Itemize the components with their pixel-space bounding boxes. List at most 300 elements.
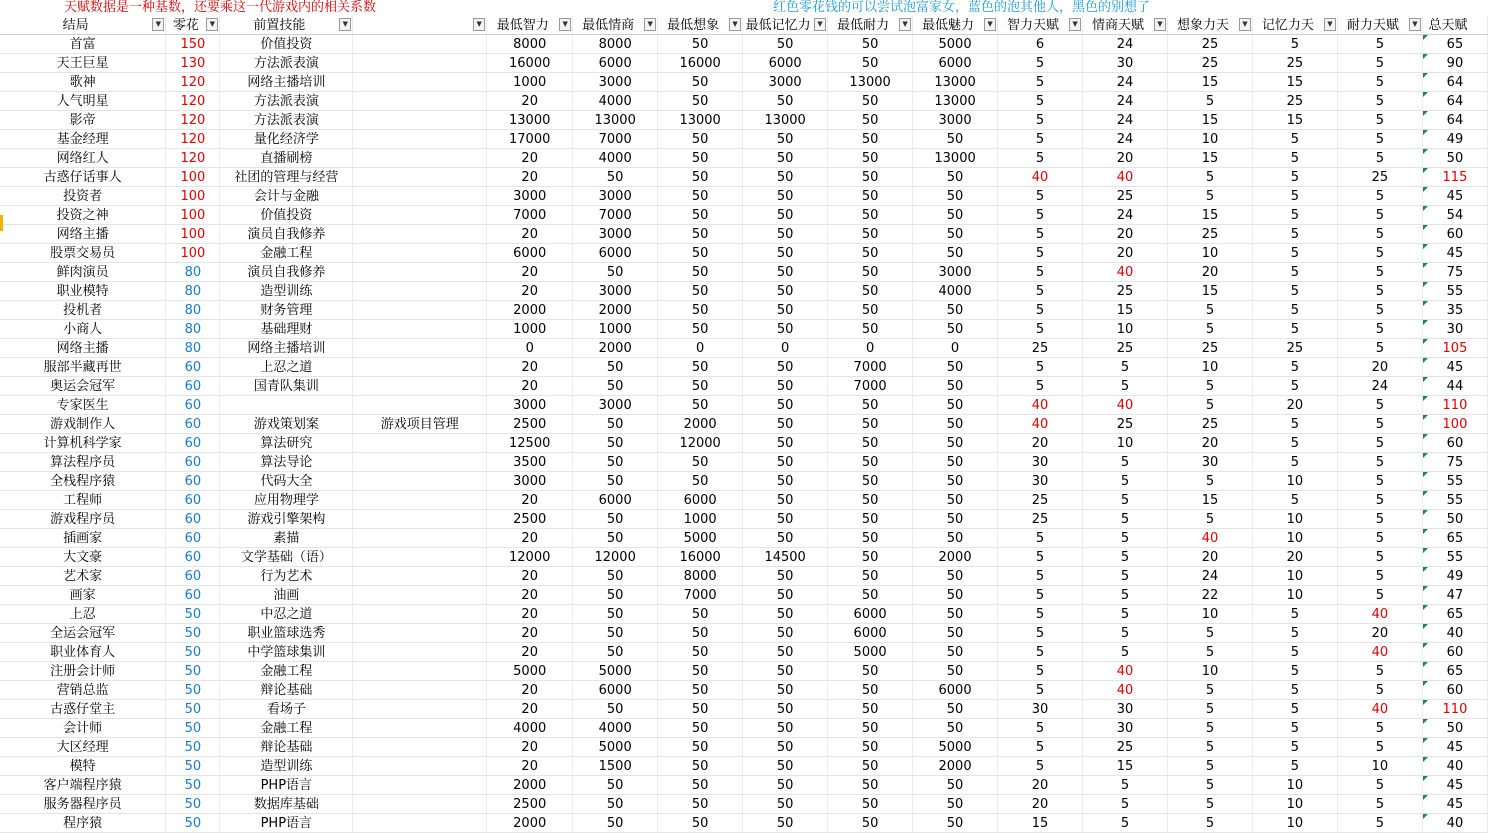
cell-value[interactable]: 5 — [1252, 757, 1337, 776]
cell-pocket-money[interactable]: 100 — [166, 206, 220, 225]
cell-prereq-skill-2[interactable] — [353, 206, 487, 225]
cell-value[interactable]: 50 — [573, 510, 658, 529]
cell-value[interactable]: 5 — [1167, 377, 1252, 396]
cell-prereq-skill-2[interactable] — [353, 548, 487, 567]
cell-value[interactable]: 24 — [1337, 377, 1422, 396]
cell-ending[interactable]: 古惑仔堂主 — [0, 700, 166, 719]
cell-value[interactable]: 25 — [1252, 92, 1337, 111]
cell-value[interactable]: 5 — [1252, 415, 1337, 434]
filter-dropdown-icon[interactable]: ▼ — [152, 18, 164, 31]
cell-value[interactable]: 5 — [998, 624, 1083, 643]
cell-value[interactable]: 20 — [1252, 548, 1337, 567]
cell-value[interactable]: 5 — [1337, 681, 1422, 700]
cell-value[interactable]: 5 — [1083, 548, 1168, 567]
cell-value[interactable]: 25 — [1252, 54, 1337, 73]
cell-value[interactable]: 64 — [1422, 111, 1487, 130]
cell-value[interactable]: 5 — [998, 586, 1083, 605]
filter-dropdown-icon[interactable]: ▼ — [899, 18, 911, 31]
cell-value[interactable]: 50 — [913, 396, 998, 415]
cell-value[interactable]: 50 — [1422, 719, 1487, 738]
cell-prereq-skill[interactable]: 财务管理 — [220, 301, 353, 320]
cell-value[interactable]: 50 — [573, 472, 658, 491]
cell-pocket-money[interactable]: 120 — [166, 73, 220, 92]
cell-prereq-skill-2[interactable] — [353, 187, 487, 206]
cell-value[interactable]: 50 — [828, 548, 913, 567]
cell-prereq-skill-2[interactable] — [353, 605, 487, 624]
filter-dropdown-icon[interactable]: ▼ — [1069, 18, 1081, 31]
cell-value[interactable]: 5 — [1083, 510, 1168, 529]
cell-value[interactable]: 3500 — [487, 453, 573, 472]
cell-value[interactable]: 7000 — [573, 206, 658, 225]
cell-value[interactable]: 6000 — [913, 54, 998, 73]
cell-value[interactable]: 50 — [658, 453, 743, 472]
cell-value[interactable]: 20 — [998, 776, 1083, 795]
cell-value[interactable]: 20 — [487, 358, 573, 377]
column-header-5[interactable] — [573, 16, 658, 35]
cell-value[interactable]: 47 — [1422, 586, 1487, 605]
cell-value[interactable]: 5 — [1252, 605, 1337, 624]
cell-value[interactable]: 50 — [743, 719, 828, 738]
cell-value[interactable]: 40 — [1337, 605, 1422, 624]
cell-value[interactable]: 35 — [1422, 301, 1487, 320]
cell-value[interactable]: 5 — [1167, 472, 1252, 491]
cell-value[interactable]: 50 — [828, 35, 913, 54]
cell-ending[interactable]: 游戏程序员 — [0, 510, 166, 529]
cell-value[interactable]: 50 — [573, 453, 658, 472]
cell-value[interactable]: 15 — [1167, 149, 1252, 168]
cell-value[interactable]: 50 — [913, 719, 998, 738]
cell-value[interactable]: 5 — [1252, 301, 1337, 320]
cell-value[interactable]: 50 — [743, 624, 828, 643]
cell-value[interactable]: 20 — [487, 529, 573, 548]
cell-prereq-skill[interactable]: 国青队集训 — [220, 377, 353, 396]
cell-prereq-skill-2[interactable] — [353, 453, 487, 472]
cell-value[interactable]: 50 — [573, 605, 658, 624]
cell-value[interactable]: 50 — [1422, 510, 1487, 529]
cell-value[interactable]: 50 — [743, 662, 828, 681]
cell-value[interactable]: 25 — [1252, 339, 1337, 358]
cell-value[interactable]: 5 — [1083, 529, 1168, 548]
cell-value[interactable]: 10 — [1252, 795, 1337, 814]
cell-value[interactable]: 7000 — [573, 130, 658, 149]
cell-prereq-skill[interactable]: 量化经济学 — [220, 130, 353, 149]
cell-value[interactable]: 5 — [1337, 529, 1422, 548]
cell-value[interactable]: 50 — [743, 776, 828, 795]
cell-value[interactable]: 6000 — [828, 605, 913, 624]
cell-value[interactable]: 5 — [1083, 453, 1168, 472]
cell-value[interactable]: 30 — [1422, 320, 1487, 339]
cell-prereq-skill[interactable]: 价值投资 — [220, 35, 353, 54]
cell-value[interactable]: 30 — [998, 472, 1083, 491]
cell-prereq-skill-2[interactable] — [353, 662, 487, 681]
cell-value[interactable]: 50 — [743, 738, 828, 757]
cell-value[interactable]: 50 — [658, 738, 743, 757]
filter-dropdown-icon[interactable]: ▼ — [644, 18, 656, 31]
cell-pocket-money[interactable]: 60 — [166, 434, 220, 453]
cell-value[interactable]: 75 — [1422, 453, 1487, 472]
cell-value[interactable]: 25 — [1083, 738, 1168, 757]
cell-prereq-skill[interactable]: 油画 — [220, 586, 353, 605]
cell-pocket-money[interactable]: 50 — [166, 719, 220, 738]
cell-value[interactable]: 65 — [1422, 35, 1487, 54]
cell-value[interactable]: 50 — [573, 586, 658, 605]
cell-value[interactable]: 50 — [743, 396, 828, 415]
cell-value[interactable]: 50 — [658, 681, 743, 700]
cell-value[interactable]: 50 — [913, 206, 998, 225]
cell-value[interactable]: 54 — [1422, 206, 1487, 225]
cell-value[interactable]: 50 — [743, 814, 828, 833]
cell-prereq-skill-2[interactable] — [353, 814, 487, 833]
cell-value[interactable]: 50 — [828, 491, 913, 510]
cell-value[interactable]: 5 — [1337, 92, 1422, 111]
cell-value[interactable]: 5 — [1337, 111, 1422, 130]
cell-pocket-money[interactable]: 150 — [166, 35, 220, 54]
cell-value[interactable]: 5 — [1252, 434, 1337, 453]
cell-prereq-skill-2[interactable] — [353, 757, 487, 776]
cell-value[interactable]: 5 — [1167, 92, 1252, 111]
cell-value[interactable]: 40 — [1422, 624, 1487, 643]
cell-value[interactable]: 5 — [1167, 320, 1252, 339]
cell-value[interactable]: 50 — [913, 529, 998, 548]
cell-value[interactable]: 16000 — [487, 54, 573, 73]
cell-value[interactable]: 5 — [1252, 187, 1337, 206]
cell-prereq-skill[interactable]: 游戏引擎架构 — [220, 510, 353, 529]
cell-value[interactable]: 15 — [1167, 111, 1252, 130]
cell-pocket-money[interactable]: 80 — [166, 339, 220, 358]
cell-value[interactable]: 50 — [658, 396, 743, 415]
cell-value[interactable]: 14500 — [743, 548, 828, 567]
cell-pocket-money[interactable]: 60 — [166, 453, 220, 472]
cell-value[interactable]: 20 — [487, 738, 573, 757]
cell-prereq-skill-2[interactable] — [353, 339, 487, 358]
cell-value[interactable]: 50 — [573, 377, 658, 396]
cell-value[interactable]: 50 — [658, 73, 743, 92]
cell-value[interactable]: 20 — [1083, 225, 1168, 244]
cell-ending[interactable]: 小商人 — [0, 320, 166, 339]
cell-ending[interactable]: 首富 — [0, 35, 166, 54]
cell-ending[interactable]: 艺术家 — [0, 567, 166, 586]
column-header-1[interactable] — [166, 16, 220, 35]
cell-value[interactable]: 5 — [1337, 339, 1422, 358]
cell-value[interactable]: 20 — [487, 757, 573, 776]
cell-value[interactable]: 45 — [1422, 776, 1487, 795]
cell-value[interactable]: 45 — [1422, 795, 1487, 814]
cell-value[interactable]: 50 — [913, 225, 998, 244]
cell-value[interactable]: 40 — [1337, 643, 1422, 662]
cell-value[interactable]: 30 — [1167, 453, 1252, 472]
cell-prereq-skill[interactable]: 造型训练 — [220, 282, 353, 301]
cell-value[interactable]: 5 — [1083, 586, 1168, 605]
cell-value[interactable]: 50 — [658, 700, 743, 719]
cell-value[interactable]: 24 — [1083, 73, 1168, 92]
cell-value[interactable]: 5 — [1167, 624, 1252, 643]
cell-ending[interactable]: 插画家 — [0, 529, 166, 548]
cell-value[interactable]: 50 — [743, 700, 828, 719]
cell-value[interactable]: 5 — [1337, 301, 1422, 320]
cell-pocket-money[interactable]: 50 — [166, 681, 220, 700]
cell-value[interactable]: 40 — [1422, 814, 1487, 833]
cell-prereq-skill-2[interactable] — [353, 282, 487, 301]
cell-value[interactable]: 20 — [487, 225, 573, 244]
cell-value[interactable]: 5 — [998, 605, 1083, 624]
cell-prereq-skill-2[interactable] — [353, 643, 487, 662]
cell-value[interactable]: 5 — [1083, 358, 1168, 377]
cell-value[interactable]: 5 — [998, 320, 1083, 339]
cell-value[interactable]: 5 — [1167, 510, 1252, 529]
cell-pocket-money[interactable]: 60 — [166, 472, 220, 491]
cell-value[interactable]: 50 — [658, 187, 743, 206]
cell-value[interactable]: 25 — [1337, 168, 1422, 187]
cell-value[interactable]: 50 — [828, 301, 913, 320]
cell-value[interactable]: 2500 — [487, 795, 573, 814]
cell-value[interactable]: 5 — [998, 681, 1083, 700]
cell-value[interactable]: 0 — [487, 339, 573, 358]
cell-value[interactable]: 5 — [1252, 700, 1337, 719]
cell-value[interactable]: 20 — [487, 700, 573, 719]
cell-ending[interactable]: 歌神 — [0, 73, 166, 92]
cell-value[interactable]: 50 — [828, 681, 913, 700]
cell-value[interactable]: 30 — [1083, 700, 1168, 719]
cell-value[interactable]: 5 — [1252, 244, 1337, 263]
cell-value[interactable]: 6000 — [658, 491, 743, 510]
cell-value[interactable]: 3000 — [487, 472, 573, 491]
cell-value[interactable]: 5 — [998, 187, 1083, 206]
cell-pocket-money[interactable]: 50 — [166, 757, 220, 776]
cell-prereq-skill[interactable]: 看场子 — [220, 700, 353, 719]
cell-pocket-money[interactable]: 100 — [166, 187, 220, 206]
cell-pocket-money[interactable]: 100 — [166, 168, 220, 187]
cell-value[interactable]: 50 — [913, 301, 998, 320]
cell-value[interactable]: 55 — [1422, 472, 1487, 491]
cell-value[interactable]: 50 — [828, 149, 913, 168]
cell-value[interactable]: 1000 — [573, 320, 658, 339]
cell-value[interactable]: 5 — [998, 73, 1083, 92]
cell-value[interactable]: 2500 — [487, 415, 573, 434]
cell-value[interactable]: 13000 — [743, 111, 828, 130]
cell-value[interactable]: 50 — [828, 187, 913, 206]
cell-value[interactable]: 90 — [1422, 54, 1487, 73]
cell-ending[interactable]: 股票交易员 — [0, 244, 166, 263]
cell-value[interactable]: 17000 — [487, 130, 573, 149]
cell-value[interactable]: 50 — [828, 263, 913, 282]
cell-value[interactable]: 5 — [998, 377, 1083, 396]
cell-value[interactable]: 5 — [1083, 491, 1168, 510]
cell-value[interactable]: 5 — [998, 111, 1083, 130]
cell-value[interactable]: 10 — [1167, 605, 1252, 624]
cell-value[interactable]: 75 — [1422, 263, 1487, 282]
cell-value[interactable]: 20 — [998, 795, 1083, 814]
cell-value[interactable]: 50 — [1422, 149, 1487, 168]
cell-value[interactable]: 60 — [1422, 225, 1487, 244]
cell-ending[interactable]: 专家医生 — [0, 396, 166, 415]
cell-value[interactable]: 50 — [743, 187, 828, 206]
cell-value[interactable]: 5 — [1167, 738, 1252, 757]
cell-value[interactable]: 20 — [487, 643, 573, 662]
column-header-3[interactable] — [353, 16, 487, 35]
cell-value[interactable]: 24 — [1167, 567, 1252, 586]
cell-pocket-money[interactable]: 60 — [166, 529, 220, 548]
cell-ending[interactable]: 职业体育人 — [0, 643, 166, 662]
cell-value[interactable]: 30 — [998, 453, 1083, 472]
cell-value[interactable]: 5 — [1337, 491, 1422, 510]
cell-value[interactable]: 50 — [743, 453, 828, 472]
cell-prereq-skill[interactable]: 网络主播培训 — [220, 73, 353, 92]
cell-prereq-skill-2[interactable] — [353, 149, 487, 168]
cell-value[interactable]: 20 — [487, 263, 573, 282]
cell-prereq-skill-2[interactable] — [353, 54, 487, 73]
cell-value[interactable]: 5 — [1083, 776, 1168, 795]
cell-value[interactable]: 50 — [658, 92, 743, 111]
cell-value[interactable]: 45 — [1422, 187, 1487, 206]
cell-value[interactable]: 40 — [1083, 263, 1168, 282]
cell-value[interactable]: 4000 — [913, 282, 998, 301]
cell-value[interactable]: 25 — [1083, 187, 1168, 206]
cell-value[interactable]: 5000 — [828, 643, 913, 662]
cell-prereq-skill-2[interactable] — [353, 396, 487, 415]
cell-value[interactable]: 7000 — [487, 206, 573, 225]
cell-value[interactable]: 5 — [1337, 73, 1422, 92]
cell-value[interactable]: 5 — [1337, 814, 1422, 833]
cell-ending[interactable]: 鲜肉演员 — [0, 263, 166, 282]
cell-value[interactable]: 50 — [658, 206, 743, 225]
cell-value[interactable]: 65 — [1422, 662, 1487, 681]
cell-value[interactable]: 50 — [828, 567, 913, 586]
cell-value[interactable]: 6000 — [573, 681, 658, 700]
cell-value[interactable]: 50 — [828, 757, 913, 776]
cell-value[interactable]: 20 — [487, 491, 573, 510]
cell-value[interactable]: 5 — [1167, 795, 1252, 814]
cell-value[interactable]: 50 — [743, 244, 828, 263]
cell-ending[interactable]: 算法程序员 — [0, 453, 166, 472]
cell-value[interactable]: 5 — [1337, 586, 1422, 605]
cell-value[interactable]: 25 — [1083, 282, 1168, 301]
cell-value[interactable]: 50 — [828, 54, 913, 73]
cell-value[interactable]: 0 — [828, 339, 913, 358]
cell-value[interactable]: 13000 — [487, 111, 573, 130]
cell-value[interactable]: 6000 — [573, 491, 658, 510]
cell-value[interactable]: 10 — [1252, 586, 1337, 605]
cell-value[interactable]: 50 — [573, 814, 658, 833]
cell-value[interactable]: 5 — [998, 662, 1083, 681]
cell-value[interactable]: 5 — [998, 149, 1083, 168]
cell-prereq-skill[interactable]: 价值投资 — [220, 206, 353, 225]
cell-value[interactable]: 15 — [1252, 73, 1337, 92]
cell-pocket-money[interactable]: 60 — [166, 396, 220, 415]
cell-value[interactable]: 8000 — [487, 35, 573, 54]
cell-value[interactable]: 50 — [913, 605, 998, 624]
cell-value[interactable]: 50 — [743, 795, 828, 814]
cell-prereq-skill-2[interactable] — [353, 111, 487, 130]
cell-value[interactable]: 5 — [998, 529, 1083, 548]
cell-value[interactable]: 50 — [573, 624, 658, 643]
cell-value[interactable]: 5 — [998, 225, 1083, 244]
cell-prereq-skill-2[interactable] — [353, 263, 487, 282]
cell-value[interactable]: 10 — [1252, 776, 1337, 795]
cell-value[interactable]: 5 — [1337, 54, 1422, 73]
cell-value[interactable]: 50 — [913, 377, 998, 396]
cell-value[interactable]: 105 — [1422, 339, 1487, 358]
cell-value[interactable]: 65 — [1422, 605, 1487, 624]
cell-value[interactable]: 5 — [1083, 643, 1168, 662]
cell-value[interactable]: 50 — [658, 377, 743, 396]
cell-value[interactable]: 50 — [743, 434, 828, 453]
cell-prereq-skill[interactable]: 方法派表演 — [220, 92, 353, 111]
cell-prereq-skill-2[interactable] — [353, 795, 487, 814]
cell-value[interactable]: 50 — [828, 92, 913, 111]
cell-pocket-money[interactable]: 60 — [166, 548, 220, 567]
cell-ending[interactable]: 大文豪 — [0, 548, 166, 567]
cell-value[interactable]: 10 — [1167, 662, 1252, 681]
cell-value[interactable]: 15 — [1083, 301, 1168, 320]
cell-value[interactable]: 10 — [1252, 529, 1337, 548]
cell-value[interactable]: 50 — [828, 206, 913, 225]
cell-prereq-skill-2[interactable] — [353, 719, 487, 738]
cell-value[interactable]: 15 — [1167, 491, 1252, 510]
cell-value[interactable]: 3000 — [487, 187, 573, 206]
cell-value[interactable]: 50 — [913, 586, 998, 605]
cell-value[interactable]: 20 — [1083, 149, 1168, 168]
cell-value[interactable]: 16000 — [658, 54, 743, 73]
cell-pocket-money[interactable]: 60 — [166, 491, 220, 510]
cell-prereq-skill[interactable]: 方法派表演 — [220, 111, 353, 130]
cell-ending[interactable]: 计算机科学家 — [0, 434, 166, 453]
cell-value[interactable]: 50 — [573, 700, 658, 719]
cell-value[interactable]: 7000 — [828, 377, 913, 396]
cell-prereq-skill-2[interactable] — [353, 244, 487, 263]
cell-value[interactable]: 5 — [998, 719, 1083, 738]
cell-value[interactable]: 50 — [913, 776, 998, 795]
cell-value[interactable]: 50 — [743, 586, 828, 605]
cell-prereq-skill[interactable]: 方法派表演 — [220, 54, 353, 73]
cell-value[interactable]: 3000 — [573, 396, 658, 415]
cell-value[interactable]: 50 — [913, 700, 998, 719]
cell-value[interactable]: 50 — [913, 168, 998, 187]
cell-value[interactable]: 0 — [913, 339, 998, 358]
cell-value[interactable]: 5 — [1337, 130, 1422, 149]
cell-value[interactable]: 45 — [1422, 244, 1487, 263]
cell-value[interactable]: 5 — [1252, 719, 1337, 738]
cell-value[interactable]: 1500 — [573, 757, 658, 776]
cell-value[interactable]: 10 — [1252, 814, 1337, 833]
cell-value[interactable]: 110 — [1422, 700, 1487, 719]
cell-value[interactable]: 5 — [1337, 263, 1422, 282]
cell-value[interactable]: 30 — [1083, 54, 1168, 73]
cell-value[interactable]: 50 — [743, 263, 828, 282]
cell-value[interactable]: 20 — [1337, 358, 1422, 377]
cell-value[interactable]: 5 — [1252, 282, 1337, 301]
cell-value[interactable]: 15 — [1167, 206, 1252, 225]
cell-value[interactable]: 50 — [573, 567, 658, 586]
cell-value[interactable]: 3000 — [743, 73, 828, 92]
cell-value[interactable]: 44 — [1422, 377, 1487, 396]
cell-value[interactable]: 5 — [1337, 244, 1422, 263]
cell-value[interactable]: 20 — [1167, 548, 1252, 567]
cell-ending[interactable]: 模特 — [0, 757, 166, 776]
cell-prereq-skill-2[interactable] — [353, 510, 487, 529]
cell-value[interactable]: 50 — [743, 168, 828, 187]
cell-ending[interactable]: 人气明星 — [0, 92, 166, 111]
cell-pocket-money[interactable]: 60 — [166, 586, 220, 605]
cell-value[interactable]: 6 — [998, 35, 1083, 54]
cell-value[interactable]: 5 — [1167, 681, 1252, 700]
cell-ending[interactable]: 古惑仔话事人 — [0, 168, 166, 187]
cell-value[interactable]: 22 — [1167, 586, 1252, 605]
cell-value[interactable]: 3000 — [913, 111, 998, 130]
cell-value[interactable]: 40 — [1083, 662, 1168, 681]
cell-prereq-skill[interactable]: 网络主播培训 — [220, 339, 353, 358]
cell-value[interactable]: 40 — [1083, 396, 1168, 415]
cell-value[interactable]: 50 — [743, 510, 828, 529]
